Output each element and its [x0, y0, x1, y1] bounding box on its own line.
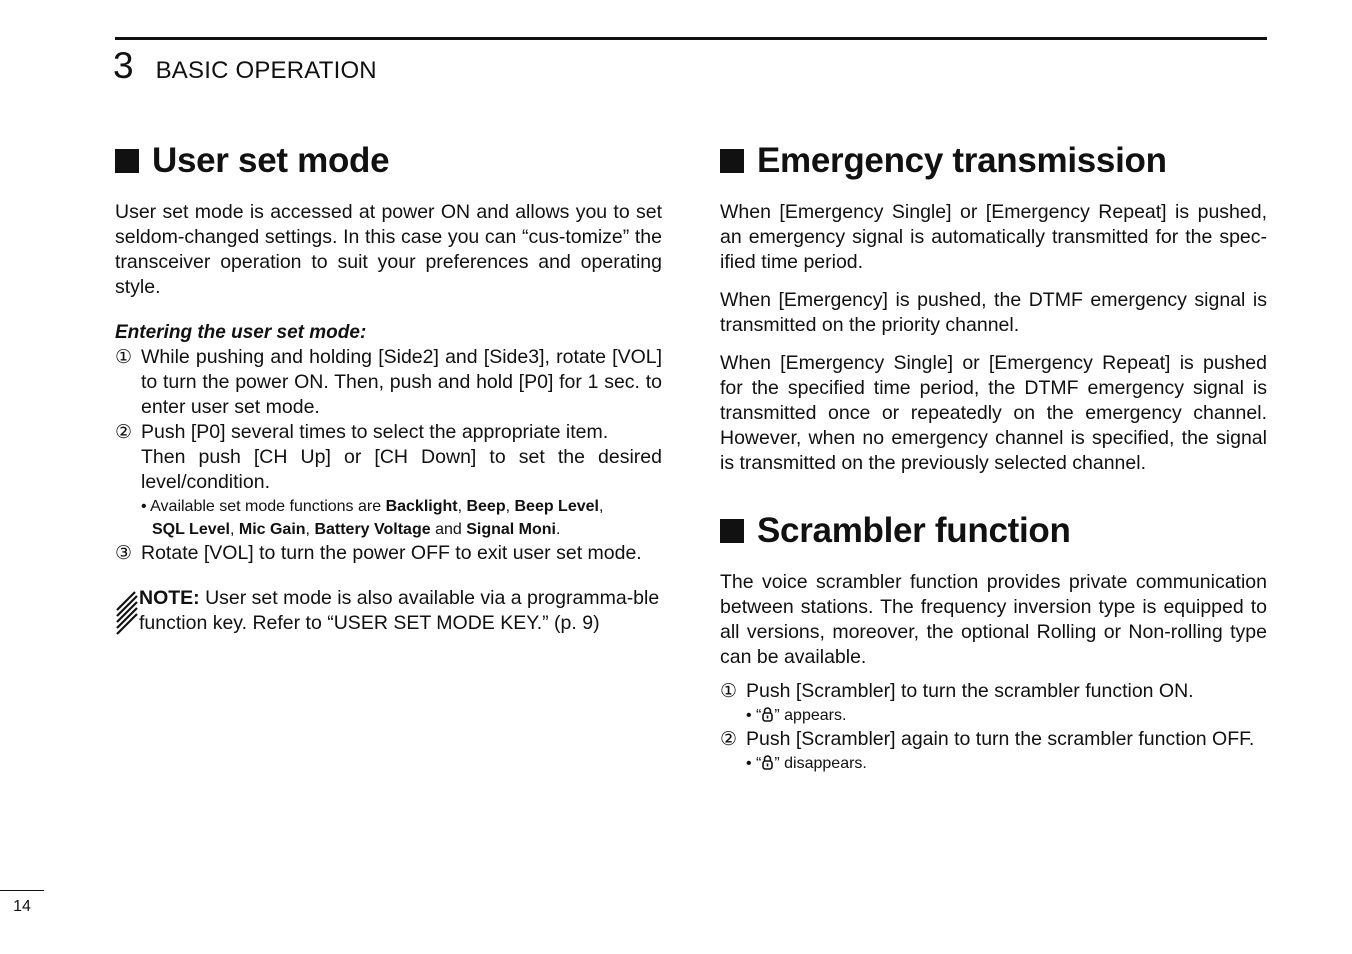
user-set-mode-intro: User set mode is accessed at power ON and allows you to set seldom-changed settings. In this case you can “cus-tomize” the transceiver operation to suit your preferences and operating style.: [115, 201, 662, 298]
function-backlight: Backlight: [385, 498, 458, 515]
step-2: [115, 420, 662, 541]
top-rule: [115, 37, 1267, 40]
step-text: Push [Scrambler] to turn the scrambler function ON.: [746, 680, 1194, 702]
section-heading-user-set-mode: User set mode: [115, 138, 662, 184]
right-column: [720, 138, 1267, 775]
section-heading-scrambler: Scrambler function: [720, 508, 1267, 554]
step-3: [115, 541, 662, 566]
square-bullet-icon: [115, 149, 139, 173]
scrambler-intro: The voice scrambler function provides private communication between stations. The frequency inversion type is equipped to all versions, moreover, the optional Rolling or Non-rolling type can be available.: [720, 571, 1267, 668]
step-marker: ①: [115, 347, 133, 368]
step-1: [115, 345, 662, 420]
step-text: Rotate [VOL] to turn the power OFF to exit user set mode.: [141, 542, 642, 564]
scrambler-on-bullet: • “ ” appears.: [746, 707, 847, 724]
square-bullet-icon: [720, 519, 744, 543]
page-number: 14: [13, 898, 31, 915]
set-mode-functions-bullet: • Available set mode functions are Backlight, Beep, Beep Level, SQL Level, Mic Gain, Battery Voltage and Signal Moni.: [141, 498, 604, 538]
step-text-continued: Then push [CH Up] or [CH Down] to set the desired level/condition.: [141, 446, 662, 493]
scrambler-step-1: [720, 679, 1267, 727]
emergency-paragraph: When [Emergency] is pushed, the DTMF emergency signal is transmitted on the priority channel.: [720, 289, 1267, 336]
left-column: [115, 138, 662, 636]
scrambler-icon: [762, 755, 773, 770]
function-mic-gain: Mic Gain: [238, 521, 306, 538]
note-label: NOTE:: [139, 587, 200, 609]
emergency-paragraph: When [Emergency Single] or [Emergency Repeat] is pushed, an emergency signal is automatically transmitted for the spec-ified time period.: [720, 201, 1267, 273]
step-marker: ③: [115, 543, 133, 564]
scrambler-section: [720, 508, 1267, 775]
function-battery-voltage: Battery Voltage: [314, 521, 431, 538]
step-text: Push [Scrambler] again to turn the scrambler function OFF.: [746, 728, 1255, 750]
function-beep-level: Beep Level: [514, 498, 599, 515]
scrambler-step-2: [720, 727, 1267, 775]
step-text: Push [P0] several times to select the appropriate item.: [141, 421, 609, 443]
step-marker: ②: [720, 729, 738, 750]
note-hatch-icon: [115, 590, 139, 636]
square-bullet-icon: [720, 149, 744, 173]
note-box: [115, 586, 662, 636]
chapter-title: BASIC OPERATION: [155, 57, 377, 84]
function-sql-level: SQL Level: [152, 521, 230, 538]
chapter-header: [113, 46, 377, 86]
step-text: While pushing and holding [Side2] and [Side3], rotate [VOL] to turn the power ON. Then, push and hold [P0] for 1 sec. to enter user set mode.: [141, 346, 662, 418]
function-beep: Beep: [466, 498, 506, 515]
function-signal-moni: Signal Moni: [466, 521, 556, 538]
scrambler-icon: [762, 707, 773, 722]
chapter-number: 3: [113, 45, 134, 86]
footer-rule: [0, 890, 44, 891]
step-marker: ①: [720, 681, 738, 702]
note-text: User set mode is also available via a programma-ble function key. Refer to “USER SET MODE KEY.” (p. 9): [139, 587, 660, 634]
emergency-paragraph: When [Emergency Single] or [Emergency Repeat] is pushed for the specified time period, the DTMF emergency signal is transmitted once or repeatedly on the emergency channel. However, when no emergency channel is specified, the signal is transmitted on the previously selected channel.: [720, 352, 1267, 474]
scrambler-off-bullet: • “ ” disappears.: [746, 755, 867, 772]
section-heading-emergency: Emergency transmission: [720, 138, 1267, 184]
entering-subheading: Entering the user set mode:: [115, 322, 367, 343]
step-marker: ②: [115, 422, 133, 443]
